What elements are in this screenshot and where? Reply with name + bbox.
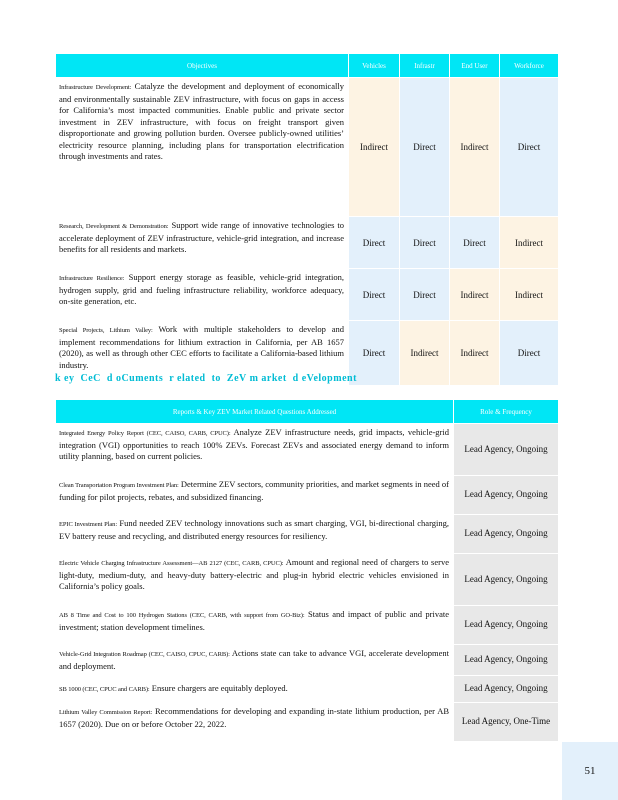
report-description (56, 676, 454, 703)
objective-description (56, 217, 349, 269)
report-text: Ensure chargers are equitably deployed. (149, 682, 288, 693)
header-role-frequency: Role & Frequency (454, 400, 559, 424)
table-row (56, 606, 559, 645)
impact-vehicles: Direct (349, 217, 400, 269)
report-title: Integrated Energy Policy Report (CEC, CAISO, CARB, CPUC): (59, 430, 231, 437)
impact-workforce: Direct (500, 78, 559, 217)
report-role: Lead Agency, Ongoing (454, 676, 559, 703)
impact-workforce: Indirect (500, 269, 559, 321)
reports-table-header (56, 400, 559, 424)
report-role: Lead Agency, Ongoing (454, 606, 559, 645)
impact-vehicles: Indirect (349, 78, 400, 217)
report-role: Lead Agency, Ongoing (454, 645, 559, 676)
objectives-table-header (56, 54, 559, 78)
table-row (56, 515, 559, 554)
report-role: Lead Agency, Ongoing (454, 476, 559, 515)
header-reports: Reports & Key ZEV Market Related Questions Addressed (56, 400, 454, 424)
header-workforce: Workforce (500, 54, 559, 78)
table-row (56, 476, 559, 515)
report-description (56, 703, 454, 742)
impact-end-user: Indirect (450, 269, 500, 321)
impact-infrastructure: Direct (400, 269, 450, 321)
table-row (56, 554, 559, 606)
objective-title: Infrastructure Development: (59, 84, 132, 91)
header-infrastructure: Infrastr (400, 54, 450, 78)
impact-vehicles: Direct (349, 269, 400, 321)
objective-description (56, 78, 349, 217)
impact-workforce: Indirect (500, 217, 559, 269)
table-row (56, 703, 559, 742)
impact-end-user: Indirect (450, 78, 500, 217)
report-role: Lead Agency, Ongoing (454, 424, 559, 476)
table-row (56, 424, 559, 476)
impact-vehicles: Direct (349, 321, 400, 386)
impact-end-user: Direct (450, 217, 500, 269)
report-title: Electric Vehicle Charging Infrastructure Assessment—AB 2127 (CEC, CARB, CPUC): (59, 560, 284, 567)
report-role: Lead Agency, Ongoing (454, 515, 559, 554)
objective-text: Catalyze the development and deployment of economically and environmentally sustainable ZEV infrastructure, with focus on gaps in access for California’s most impacted communities. Enable public and private sector investment in ZEV infrastructure, with focus on freight transport given disproportionate and growing pollution burden. Oversee publicly-owned utilities’ electricity resource planning, including plans for transportation electrification through investments and rates. (59, 81, 344, 161)
report-text: Actions state can take to advance VGI, accelerate development and deployment. (59, 648, 449, 671)
report-description (56, 645, 454, 676)
impact-infrastructure: Indirect (400, 321, 450, 386)
report-title: Clean Transportation Program Investment Plan: (59, 482, 179, 489)
report-description (56, 424, 454, 476)
section-heading: k ey CeC d oCuments r elated to ZeV m arket d eVelopment (55, 373, 357, 384)
impact-infrastructure: Direct (400, 217, 450, 269)
objective-text: Support wide range of innovative technologies to accelerate deployment of ZEV infrastructure, vehicle-grid integration, and increase benefits for all residents and markets. (59, 220, 345, 254)
report-text: Fund needed ZEV technology innovations such as smart charging, VGI, bi-directional charging, EV battery reuse and recycling, and distributed energy resources for resiliency. (59, 518, 449, 541)
report-title: Vehicle-Grid Integration Roadmap (CEC, CAISO, CPUC, CARB): (59, 651, 230, 658)
report-text: Status and impact of public and private investment; station development timelines. (59, 609, 449, 632)
objective-title: Special Projects, Lithium Valley: (59, 327, 153, 334)
report-text: Recommendations for developing and expanding in-state lithium production, per AB 1657 (2020). Due on or before October 22, 2022. (59, 706, 450, 729)
table-row (56, 269, 559, 321)
report-description (56, 515, 454, 554)
header-vehicles: Vehicles (349, 54, 400, 78)
report-title: Lithium Valley Commission Report: (59, 709, 153, 716)
page-number: 51 (562, 742, 618, 800)
impact-infrastructure: Direct (400, 78, 450, 217)
header-end-user: End User (450, 54, 500, 78)
impact-workforce: Direct (500, 321, 559, 386)
reports-table (55, 399, 559, 742)
objective-description (56, 269, 349, 321)
table-row (56, 676, 559, 703)
table-row (56, 217, 559, 269)
report-role: Lead Agency, Ongoing (454, 554, 559, 606)
report-description (56, 606, 454, 645)
report-text: Analyze ZEV infrastructure needs, grid impacts, vehicle-grid integration (VGI) opportunities to reach 100% ZEVs. Forecast ZEVs and associated energy demand to inform utility planning, based on current policies. (59, 427, 449, 461)
objective-title: Research, Development & Demonstration: (59, 223, 169, 230)
report-title: EPIC Investment Plan: (59, 521, 118, 528)
impact-end-user: Indirect (450, 321, 500, 386)
objective-text: Support energy storage as feasible, vehicle-grid integration, hydrogen supply, grid and fueling infrastructure reliability, workforce adequacy, on-site generation, etc. (59, 272, 344, 306)
report-text: Determine ZEV sectors, community priorities, and market segments in need of funding for pilot projects, rebates, and subsidized financing. (59, 479, 450, 502)
table-row (56, 78, 559, 217)
report-description (56, 476, 454, 515)
objective-text: Work with multiple stakeholders to develop and implement recommendations for lithium extraction in California, per AB 1657 (2020), as well as through other CEC efforts to facilitate a California-based lithium industry. (59, 324, 345, 370)
report-text: Amount and regional need of chargers to serve light-duty, medium-duty, and heavy-duty battery-electric and plug-in hybrid electric vehicles envisioned in California’s policy goals. (59, 557, 449, 591)
header-objectives: Objectives (56, 54, 349, 78)
table-row (56, 645, 559, 676)
report-title: AB 8 Time and Cost to 100 Hydrogen Stations (CEC, CARB, with support from GO-Biz): (59, 612, 305, 619)
report-role: Lead Agency, One-Time (454, 703, 559, 742)
report-description (56, 554, 454, 606)
objective-title: Infrastructure Resilience: (59, 275, 125, 282)
objectives-table (55, 53, 559, 386)
report-title: SB 1000 (CEC, CPUC and CARB): (59, 685, 150, 693)
